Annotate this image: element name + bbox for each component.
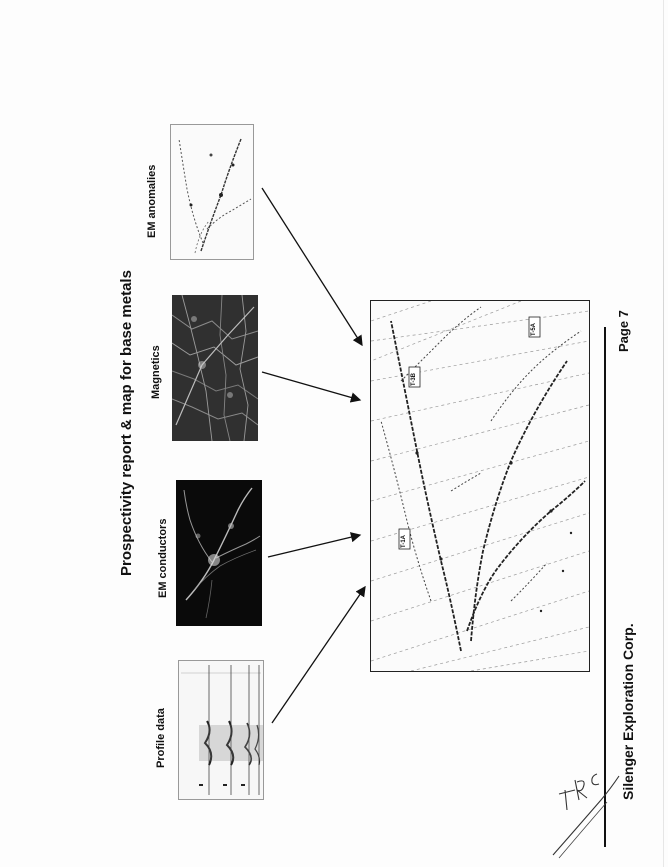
arrow-magnetics-to-map <box>262 372 360 400</box>
prospectivity-map <box>370 300 590 672</box>
company-name: Silenger Exploration Corp. <box>620 623 636 800</box>
arrow-anomalies-to-map <box>262 188 362 345</box>
profile-data-label: Profile data <box>155 708 167 768</box>
em-anomalies-label: EM anomalies <box>146 164 158 238</box>
em-conductors-label: EM conductors <box>157 518 169 598</box>
arrow-profile-to-map <box>272 587 365 723</box>
map-annotation-t1a: T-1A <box>401 534 407 548</box>
page-title: Prospectivity report & map for base metals <box>118 270 135 576</box>
map-annotation-t5a: T-5A <box>531 322 537 336</box>
map-annotation-t3b: T-3B <box>411 372 417 386</box>
arrow-conductors-to-map <box>268 535 360 557</box>
handwritten-signature <box>545 760 625 860</box>
page-number: Page 7 <box>616 310 631 352</box>
magnetics-label: Magnetics <box>150 345 162 399</box>
